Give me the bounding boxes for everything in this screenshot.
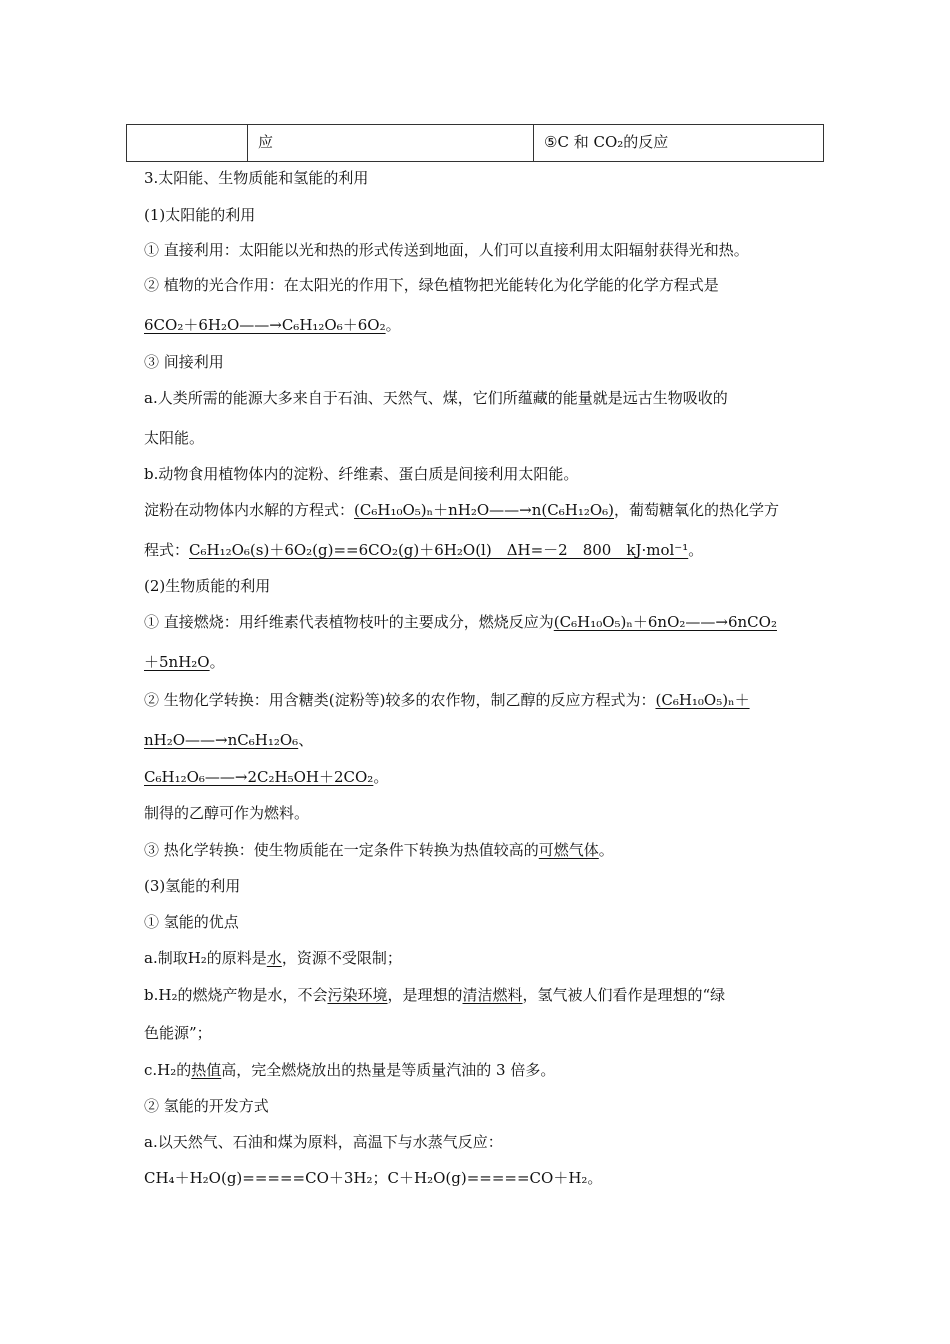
paragraph: ① 氢能的优点 [144, 913, 239, 931]
text: a.制取H₂的原料是 [144, 949, 267, 967]
punctuation: 。 [385, 316, 401, 334]
paragraph [144, 540, 703, 560]
paragraph: ③ 间接利用 [144, 353, 224, 371]
answer-blank: 水 [266, 949, 282, 967]
equation-answer: (C₆H₁₀O₅)ₙ＋nH₂O——→n(C₆H₁₂O₆) [354, 501, 615, 519]
paragraph: a.以天然气、石油和煤为原料，高温下与水蒸气反应： [144, 1133, 503, 1151]
paragraph [144, 948, 402, 968]
text: b.H₂的燃烧产物是水，不会 [144, 986, 328, 1004]
equation-answer: (C₆H₁₀O₅)ₙ＋ [655, 691, 750, 709]
equation-answer: ＋5nH₂O [144, 653, 210, 671]
text: ，氢气被人们看作是理想的“绿 [522, 986, 726, 1004]
paragraph: ② 氢能的开发方式 [144, 1097, 269, 1115]
paragraph [144, 1060, 555, 1080]
paragraph [144, 985, 725, 1005]
punctuation: 、 [298, 731, 314, 749]
punctuation: 。 [598, 841, 614, 859]
equation-answer: 6CO₂＋6H₂O——→C₆H₁₂O₆＋6O₂ [144, 316, 386, 334]
subsection-heading: (1)太阳能的利用 [144, 206, 256, 224]
text: c.H₂的 [144, 1061, 192, 1079]
text: ，葡萄糖氧化的热化学方 [614, 501, 780, 519]
paragraph: b.动物食用植物体内的淀粉、纤维素、蛋白质是间接利用太阳能。 [144, 465, 579, 483]
paragraph: ② 植物的光合作用：在太阳光的作用下，绿色植物把光能转化为化学能的化学方程式是 [144, 276, 719, 294]
paragraph [144, 767, 388, 787]
table-row [127, 125, 824, 162]
text: ① 直接燃烧：用纤维素代表植物枝叶的主要成分，燃烧反应为 [144, 613, 554, 631]
paragraph: a.人类所需的能源大多来自于石油、天然气、煤，它们所蕴藏的能量就是远古生物吸收的 [144, 389, 728, 407]
paragraph: 制得的乙醇可作为燃料。 [144, 804, 310, 822]
text: 高，完全燃烧放出的热量是等质量汽油的 3 倍多。 [221, 1061, 556, 1079]
equation-answer: nH₂O——→nC₆H₁₂O₆ [144, 731, 299, 749]
answer-blank: 污染环境 [327, 986, 388, 1004]
paragraph [144, 500, 779, 520]
paragraph: ① 直接利用：太阳能以光和热的形式传送到地面，人们可以直接利用太阳辐射获得光和热。 [144, 241, 749, 259]
table-cell [127, 125, 248, 162]
paragraph [144, 652, 225, 672]
paragraph: 太阳能。 [144, 429, 205, 447]
punctuation: 。 [209, 653, 225, 671]
punctuation: 。 [373, 768, 389, 786]
paragraph [144, 730, 313, 750]
subsection-heading: (2)生物质能的利用 [144, 577, 271, 595]
text: ，是理想的 [387, 986, 463, 1004]
text: 程式： [144, 541, 190, 559]
text: ，资源不受限制； [281, 949, 402, 967]
equation-answer: (C₆H₁₀O₅)ₙ＋6nO₂——→6nCO₂ [553, 613, 777, 631]
equation-line [144, 315, 401, 335]
section-heading: 3.太阳能、生物质能和氢能的利用 [144, 169, 369, 187]
paragraph [144, 612, 777, 632]
answer-blank: 热值 [191, 1061, 222, 1079]
equation-line: CH₄＋H₂O(g)=====CO＋3H₂；C＋H₂O(g)=====CO＋H₂。 [144, 1169, 603, 1187]
subsection-heading: (3)氢能的利用 [144, 877, 241, 895]
punctuation: 。 [688, 541, 704, 559]
paragraph [144, 690, 750, 710]
table-cell: ⑤C 和 CO₂的反应 [534, 125, 824, 162]
equation-answer: C₆H₁₂O₆——→2C₂H₅OH＋2CO₂ [144, 768, 374, 786]
text: ③ 热化学转换：使生物质能在一定条件下转换为热值较高的 [144, 841, 539, 859]
text: 淀粉在动物体内水解的方程式： [144, 501, 355, 519]
equation-answer: C₆H₁₂O₆(s)＋6O₂(g)==6CO₂(g)＋6H₂O(l) ΔH=－2 800 kJ·mol⁻¹ [189, 541, 689, 559]
answer-blank: 可燃气体 [538, 841, 599, 859]
table-cell: 应 [248, 125, 534, 162]
paragraph [144, 840, 614, 860]
answer-blank: 清洁燃料 [462, 986, 523, 1004]
paragraph: 色能源”； [144, 1024, 212, 1042]
table-fragment [126, 124, 824, 162]
text: ② 生物化学转换：用含糖类(淀粉等)较多的农作物，制乙醇的反应方程式为： [144, 691, 656, 709]
